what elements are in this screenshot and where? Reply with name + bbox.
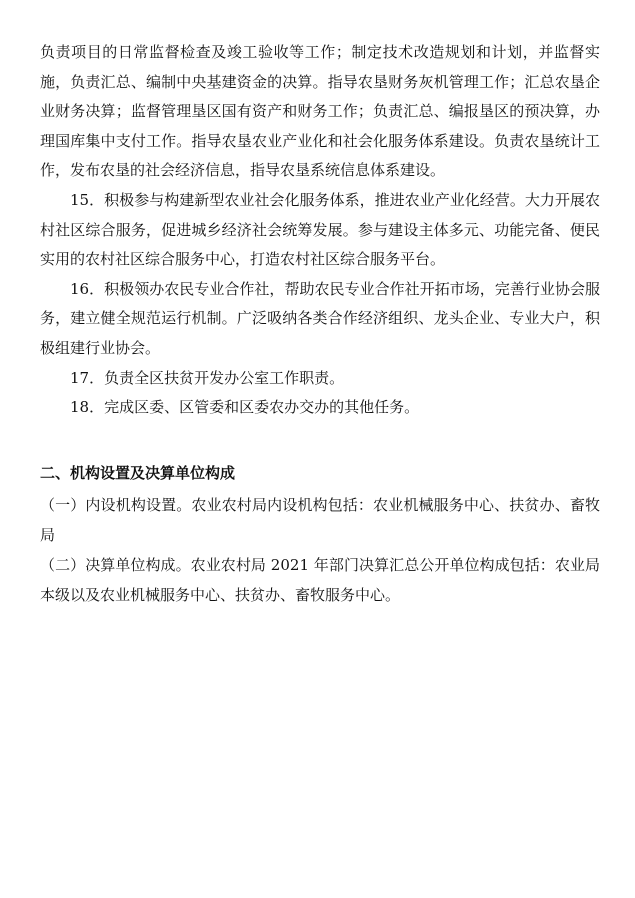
paragraph-item-18: 18．完成区委、区管委和区委农办交办的其他任务。 <box>70 398 420 417</box>
paragraph-duties-continued: 负责项目的日常监督检查及竣工验收等工作；制定技术改造规划和计划，并监督实施，负责汇总、编制中央基建资金的决算。指导农垦财务灰机管理工作；汇总农垦企业财务决算；监督管理垦区国有资产和财务工作；负责汇总、编报垦区的预决算，办理国库集中支付工作。指导农垦农业产业化和社会化服务体系建设。负责农垦统计工作，发布农垦的社会经济信息，指导农垦系统信息体系建设。 <box>40 43 600 180</box>
document-page <box>40 38 600 610</box>
subsection-reporting-units: （二）决算单位构成。农业农村局 2021 年部门决算汇总公开单位构成包括：农业局本级以及农业机械服务中心、扶贫办、畜牧服务中心。 <box>40 555 600 604</box>
section-heading: 二、机构设置及决算单位构成 <box>40 463 236 482</box>
subsection-internal-structure: （一）内设机构设置。农业农村局内设机构包括：农业机械服务中心、扶贫办、畜牧局 <box>40 495 600 544</box>
paragraph-item-17: 17．负责全区扶贫开发办公室工作职责。 <box>70 368 345 387</box>
paragraph-item-15: 15．积极参与构建新型农业社会化服务体系，推进农业产业化经营。大力开展农村社区综合服务，促进城乡经济社会统筹发展。参与建设主体多元、功能完备、便民实用的农村社区综合服务中心，打造农村社区综合服务平台。 <box>40 190 600 269</box>
paragraph-item-16: 16．积极领办农民专业合作社，帮助农民专业合作社开拓市场，完善行业协会服务，建立健全规范运行机制。广泛吸纳各类合作经济组织、龙头企业、专业大户，积极组建行业协会。 <box>40 279 600 357</box>
